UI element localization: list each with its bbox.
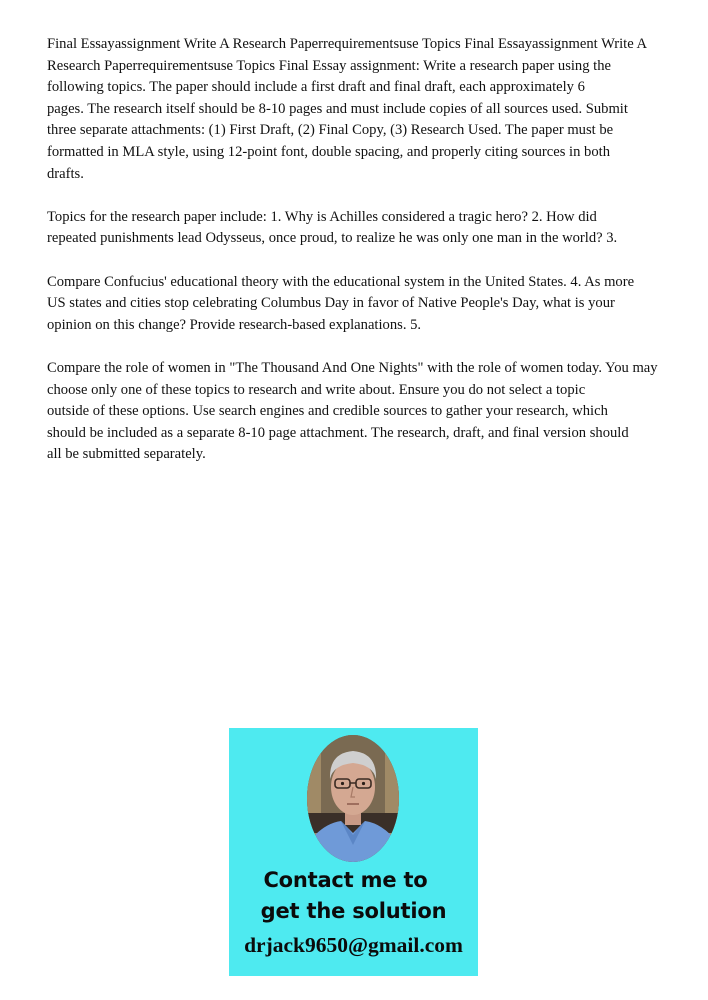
text-line: Final Essayassignment Write A Research Paperrequirementsuse Topics Final Essayassignment Write A (47, 36, 648, 52)
text-line: formatted in MLA style, using 12-point font, double spacing, and properly citing sources in both (47, 143, 610, 160)
promo-headline-line1: Contact me to (263, 868, 428, 892)
person-portrait-icon (307, 735, 399, 862)
text-line: drafts. (47, 165, 84, 182)
document-body (47, 34, 667, 487)
paragraph-topics-intro (47, 207, 667, 250)
text-line: following topics. The paper should include a first draft and final draft, each approximately 6 (47, 79, 585, 96)
paragraph-assignment (47, 34, 667, 185)
text-line: Compare the role of women in "The Thousand And One Nights" with the role of women today. You may (47, 359, 658, 376)
text-line: opinion on this change? Provide research-based explanations. 5. (47, 316, 422, 333)
text-line: should be included as a separate 8-10 page attachment. The research, draft, and final version should (47, 424, 629, 441)
text-line: all be submitted separately. (47, 446, 206, 463)
promo-headline-line2: get the solution (260, 899, 447, 923)
text-line: US states and cities stop celebrating Columbus Day in favor of Native People's Day, what is your (47, 295, 615, 312)
paragraph-topics-final (47, 358, 667, 466)
text-line: outside of these options. Use search engines and credible sources to gather your research, which (47, 403, 608, 420)
paragraph-topics-middle (47, 272, 667, 337)
text-line: pages. The research itself should be 8-10 pages and must include copies of all sources used. Submit (47, 100, 628, 117)
text-line: Topics for the research paper include: 1. Why is Achilles considered a tragic hero? 2. How did (47, 208, 597, 225)
text-line: repeated punishments lead Odysseus, once proud, to realize he was only one man in the world? 3. (47, 230, 618, 247)
contact-email[interactable]: drjack9650@gmail.com (244, 933, 463, 957)
contact-promo-banner[interactable] (229, 728, 478, 976)
text-line: Research Paperrequirementsuse Topics Final Essay assignment: Write a research paper using the (47, 57, 611, 74)
text-line: three separate attachments: (1) First Draft, (2) Final Copy, (3) Research Used. The paper must be (47, 122, 614, 139)
text-line: Compare Confucius' educational theory with the educational system in the United States. 4. As more (47, 273, 635, 290)
text-line: choose only one of these topics to research and write about. Ensure you do not select a topic (47, 381, 586, 398)
